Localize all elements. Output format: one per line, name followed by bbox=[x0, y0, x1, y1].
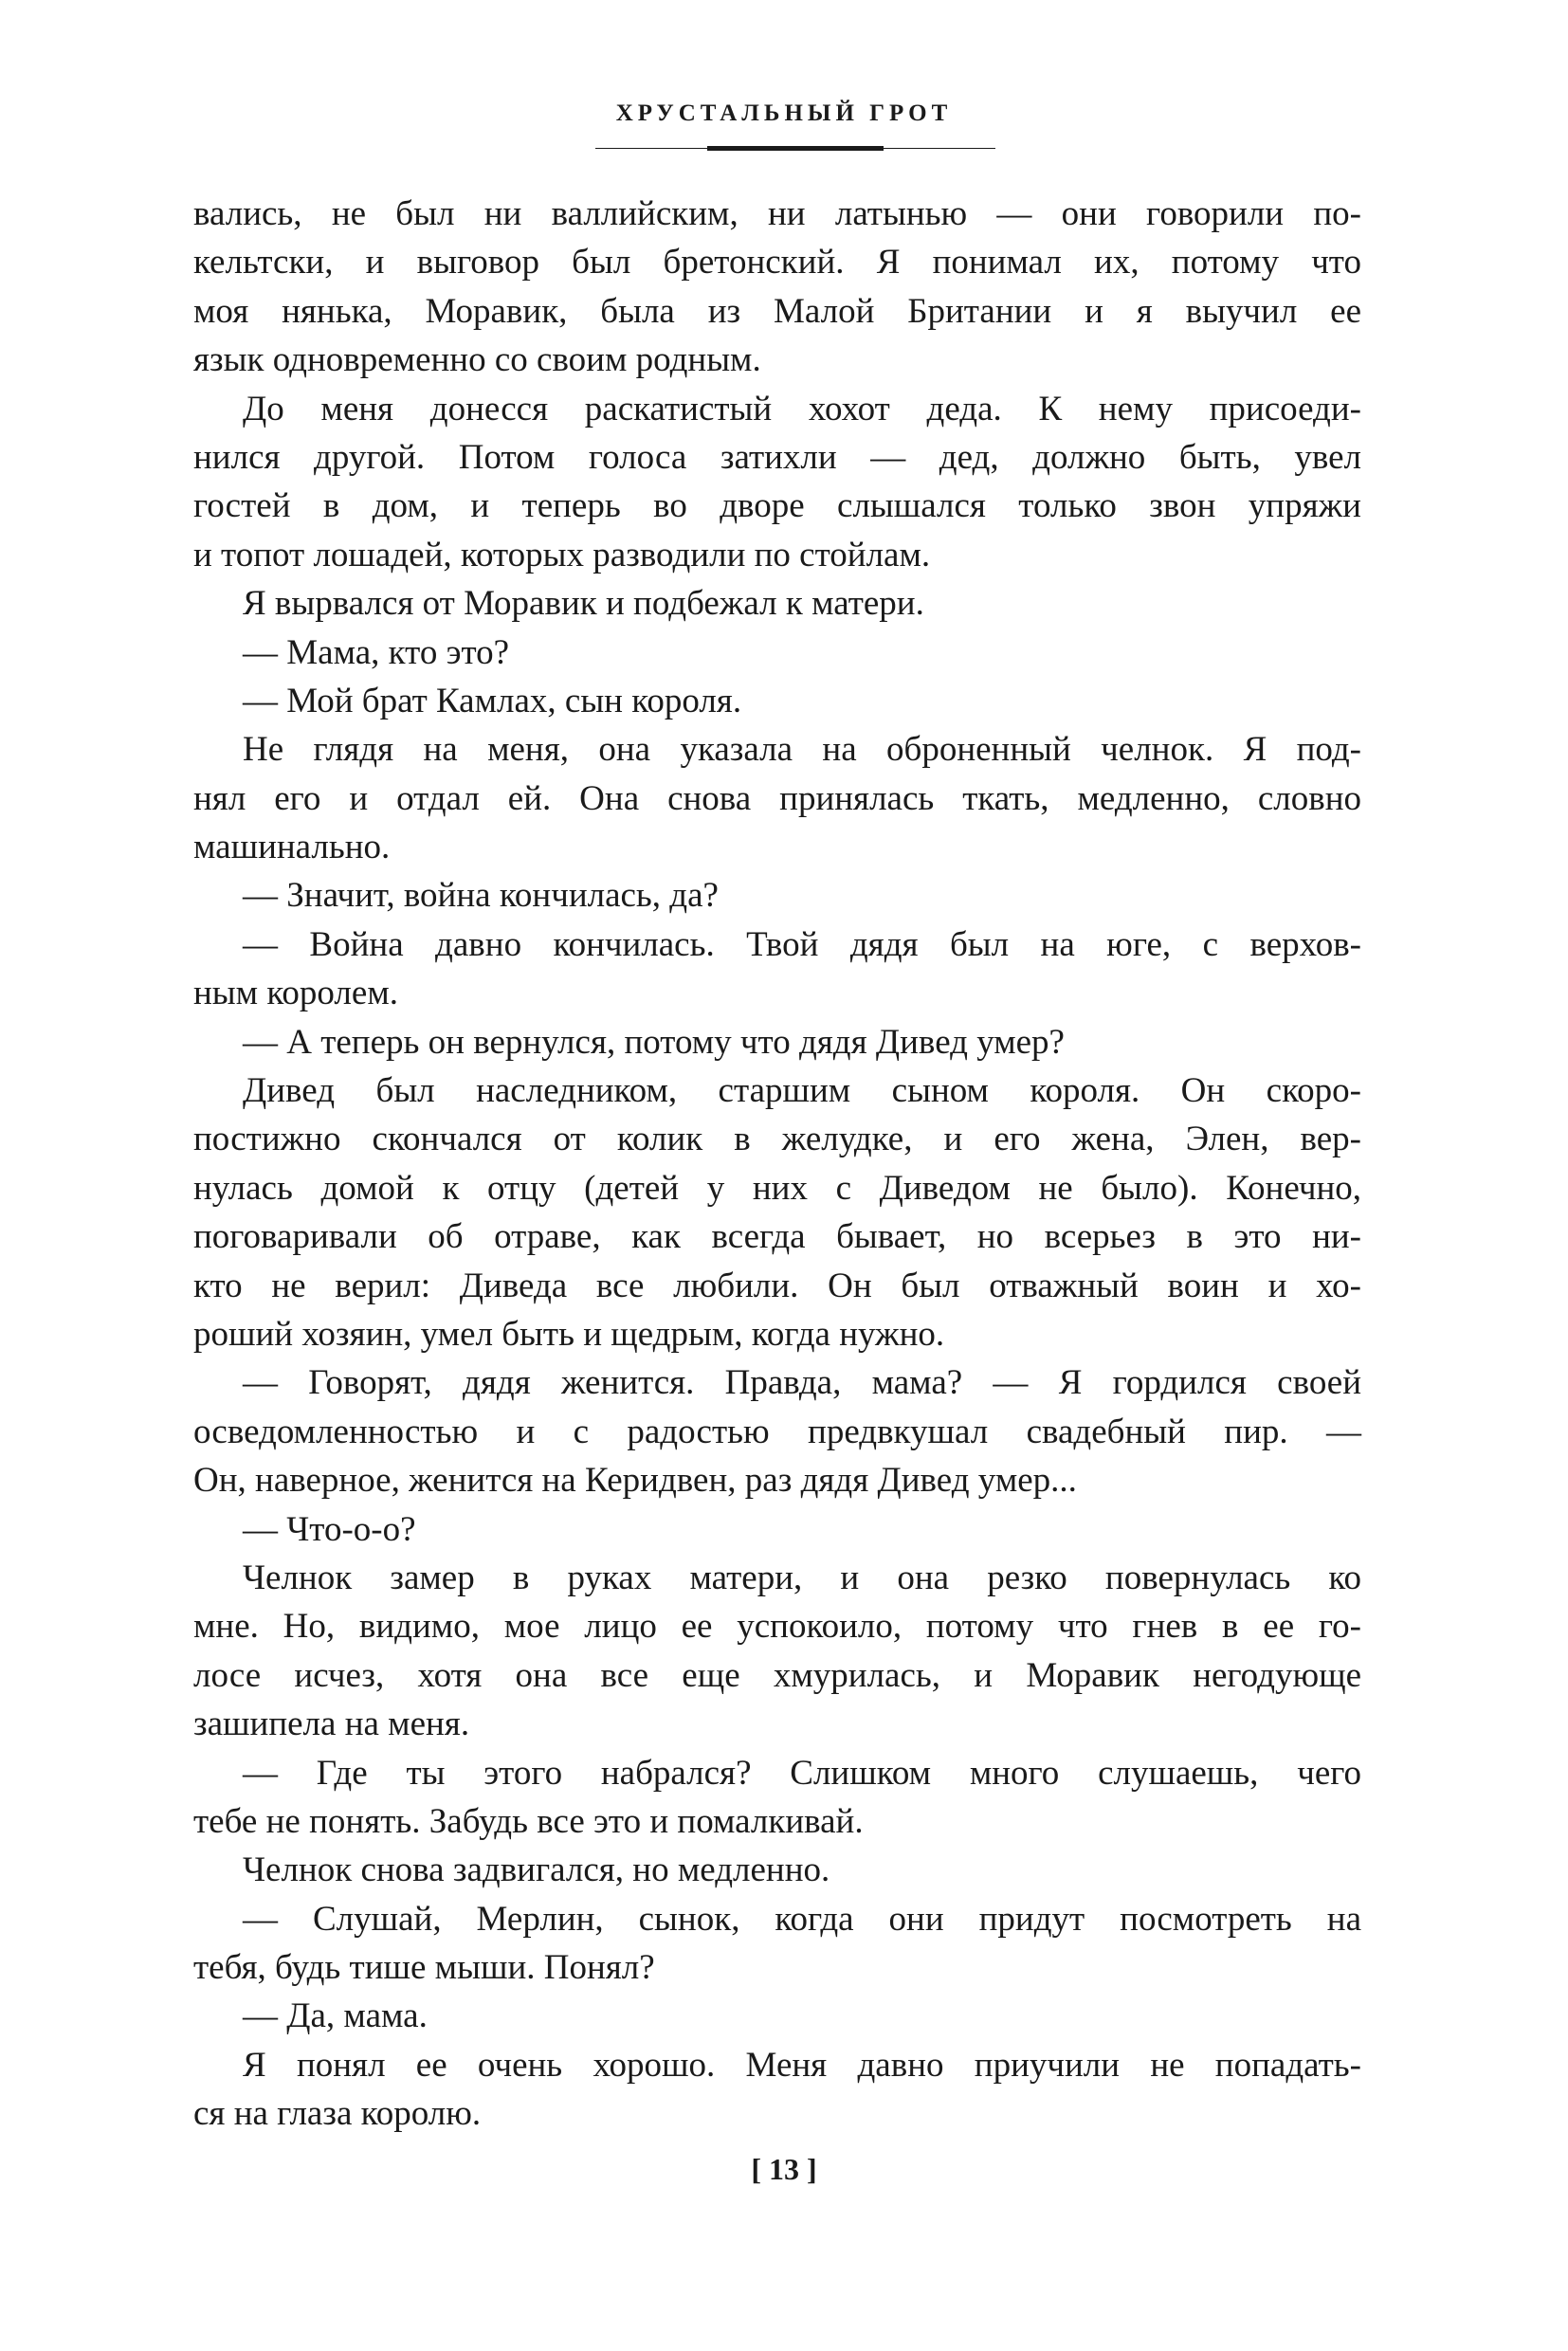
text-line: язык одновременно со своим родным. bbox=[193, 340, 761, 380]
text-line: ся на глаза королю. bbox=[193, 2094, 482, 2134]
text-line: — А теперь он вернулся, потому что дядя Дивед умер? bbox=[243, 1022, 1065, 1062]
text-line: гостей в дом, и теперь во дворе слышался только звон упряжи bbox=[193, 486, 1361, 526]
text-line: Челнок снова задвигался, но медленно. bbox=[243, 1850, 830, 1890]
text-line: роший хозяин, умел быть и щедрым, когда нужно. bbox=[193, 1314, 945, 1354]
text-line: лосе исчез, хотя она все еще хмурилась, и Моравик негодующе bbox=[193, 1655, 1361, 1695]
text-line: нял его и отдал ей. Она снова принялась ткать, медленно, словно bbox=[193, 778, 1361, 818]
text-line: — Слушай, Мерлин, сынок, когда они придут посмотреть на bbox=[243, 1899, 1361, 1939]
text-line: зашипела на меня. bbox=[193, 1704, 470, 1744]
text-line: — Мой брат Камлах, сын короля. bbox=[243, 681, 742, 720]
text-line: — Где ты этого набрался? Слишком много слушаешь, чего bbox=[243, 1753, 1361, 1793]
text-line: Я вырвался от Моравик и подбежал к матери. bbox=[243, 584, 924, 624]
text-line: и топот лошадей, которых разводили по стойлам. bbox=[193, 535, 931, 574]
text-line: Он, наверное, женится на Керидвен, раз дядя Дивед умер... bbox=[193, 1461, 1077, 1501]
running-header: ХРУСТАЛЬНЫЙ ГРОТ bbox=[615, 100, 953, 126]
text-line: — Война давно кончилась. Твой дядя был на юге, с верхов- bbox=[243, 924, 1361, 964]
text-line: Не глядя на меня, она указала на оброненный челнок. Я под- bbox=[243, 730, 1361, 770]
text-line: тебя, будь тише мыши. Понял? bbox=[193, 1948, 655, 1988]
text-line: вались, не был ни валлийским, ни латынью — они говорили по- bbox=[193, 194, 1361, 233]
text-line: Челнок замер в руках матери, и она резко повернулась ко bbox=[243, 1558, 1361, 1597]
text-line: кельтски, и выговор был бретонский. Я понимал их, потому что bbox=[193, 243, 1361, 282]
text-line: До меня донесся раскатистый хохот деда. К нему присоеди- bbox=[243, 389, 1361, 428]
text-line: поговаривали об отраве, как всегда бывает, но всерьез в это ни- bbox=[193, 1217, 1361, 1257]
text-line: машинально. bbox=[193, 828, 391, 867]
text-line: — Что-о-о? bbox=[243, 1509, 416, 1549]
text-line: Дивед был наследником, старшим сыном короля. Он скоро- bbox=[243, 1071, 1361, 1111]
page-number: [ 13 ] bbox=[751, 2152, 817, 2186]
text-line: нился другой. Потом голоса затихли — дед, должно быть, увел bbox=[193, 437, 1361, 477]
text-line: осведомленностью и с радостью предвкушал свадебный пир. — bbox=[193, 1412, 1361, 1451]
text-line: тебе не понять. Забудь все это и помалкивай. bbox=[193, 1801, 864, 1841]
text-line: Я понял ее очень хорошо. Меня давно приучили не попадать- bbox=[243, 2045, 1361, 2085]
text-line: кто не верил: Диведа все любили. Он был отважный воин и хо- bbox=[193, 1266, 1361, 1305]
text-line: нулась домой к отцу (детей у них с Диведом не было). Конечно, bbox=[193, 1168, 1361, 1208]
body-text bbox=[193, 190, 1361, 2139]
text-line: моя нянька, Моравик, была из Малой Британии и я выучил ее bbox=[193, 291, 1361, 331]
header-rule bbox=[707, 146, 884, 151]
text-line: — Значит, война кончилась, да? bbox=[243, 876, 719, 916]
text-line: мне. Но, видимо, мое лицо ее успокоило, потому что гнев в ее го- bbox=[193, 1607, 1361, 1647]
text-line: — Да, мама. bbox=[243, 1996, 428, 2036]
text-line: постижно скончался от колик в желудке, и его жена, Элен, вер- bbox=[193, 1120, 1361, 1159]
text-line: — Мама, кто это? bbox=[243, 632, 510, 672]
text-line: — Говорят, дядя женится. Правда, мама? — Я гордился своей bbox=[243, 1363, 1361, 1403]
text-line: ным королем. bbox=[193, 974, 398, 1013]
